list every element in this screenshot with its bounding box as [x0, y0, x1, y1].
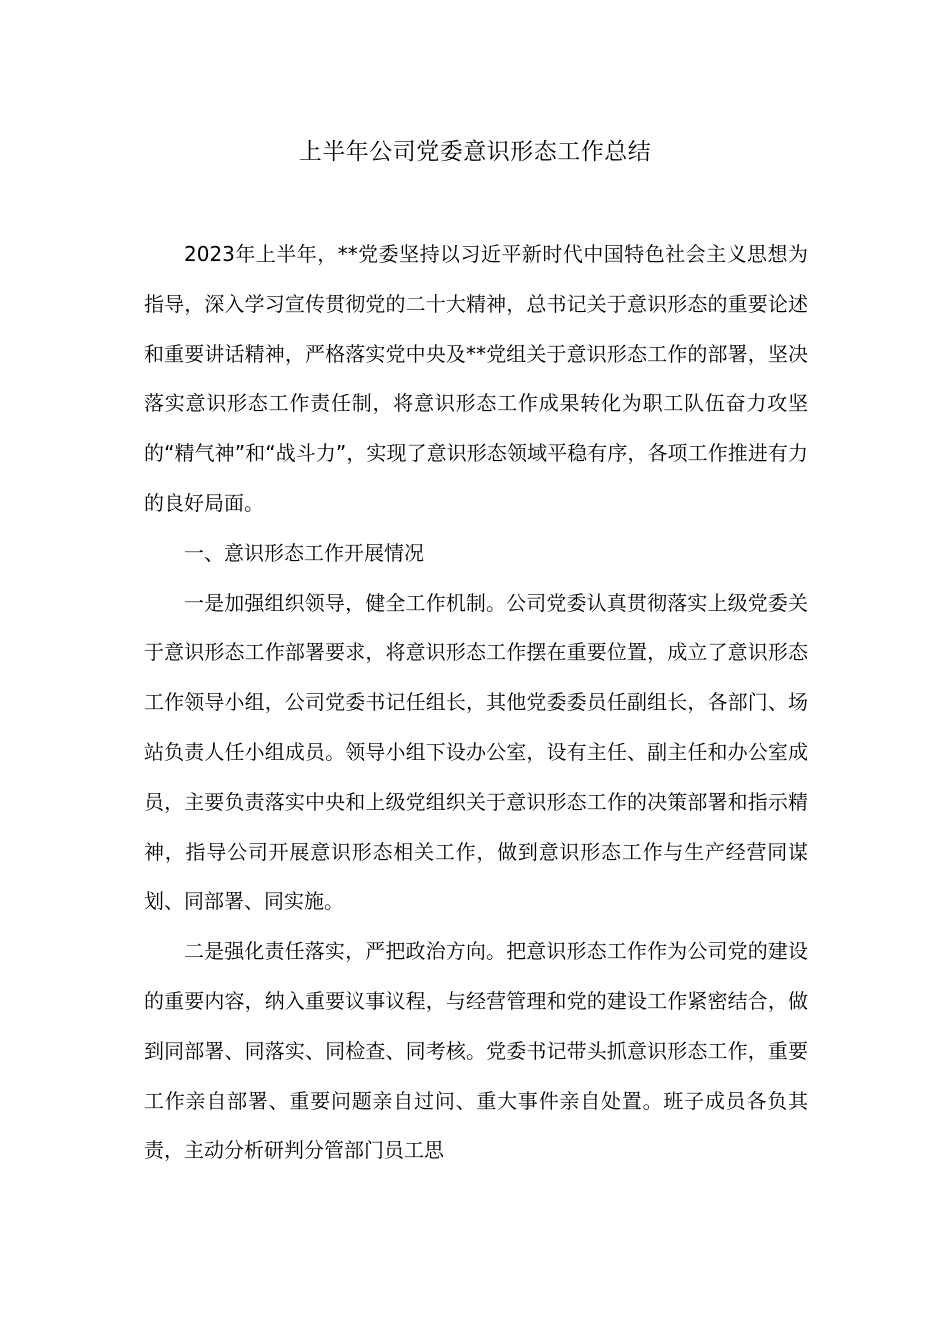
document-title: 上半年公司党委意识形态工作总结	[298, 139, 652, 165]
section-heading-1: 一、意识形态工作开展情况	[184, 540, 424, 565]
document-body	[144, 230, 808, 1176]
paragraph-intro: 2023年上半年，**党委坚持以习近平新时代中国特色社会主义思想为指导，深入学习宣传贯彻党的二十大精神，总书记关于意识形态的重要论述和重要讲话精神，严格落实党中央及**党组关于意识形态工作的部署，坚决落实意识形态工作责任制，将意识形态工作成果转化为职工队伍奋力攻坚的“精气神”和“战斗力”，实现了意识形态领域平稳有序，各项工作推进有力的良好局面。	[144, 242, 808, 515]
paragraph-organization: 一是加强组织领导，健全工作机制。公司党委认真贯彻落实上级党委关于意识形态工作部署要求，将意识形态工作摆在重要位置，成立了意识形态工作领导小组，公司党委书记任组长，其他党委委员任副组长，各部门、场站负责人任小组成员。领导小组下设办公室，设有主任、副主任和办公室成员，主要负责落实中央和上级党组织关于意识形态工作的决策部署和指示精神，指导公司开展意识形态相关工作，做到意识形态工作与生产经营同谋划、同部署、同实施。	[144, 590, 808, 914]
paragraph-responsibility: 二是强化责任落实，严把政治方向。把意识形态工作作为公司党的建设的重要内容，纳入重要议事议程，与经营管理和党的建设工作紧密结合，做到同部署、同落实、同检查、同考核。党委书记带头抓意识形态工作，重要工作亲自部署、重要问题亲自过问、重大事件亲自处置。班子成员各负其责，主动分析研判分管部门员工思	[144, 939, 808, 1163]
